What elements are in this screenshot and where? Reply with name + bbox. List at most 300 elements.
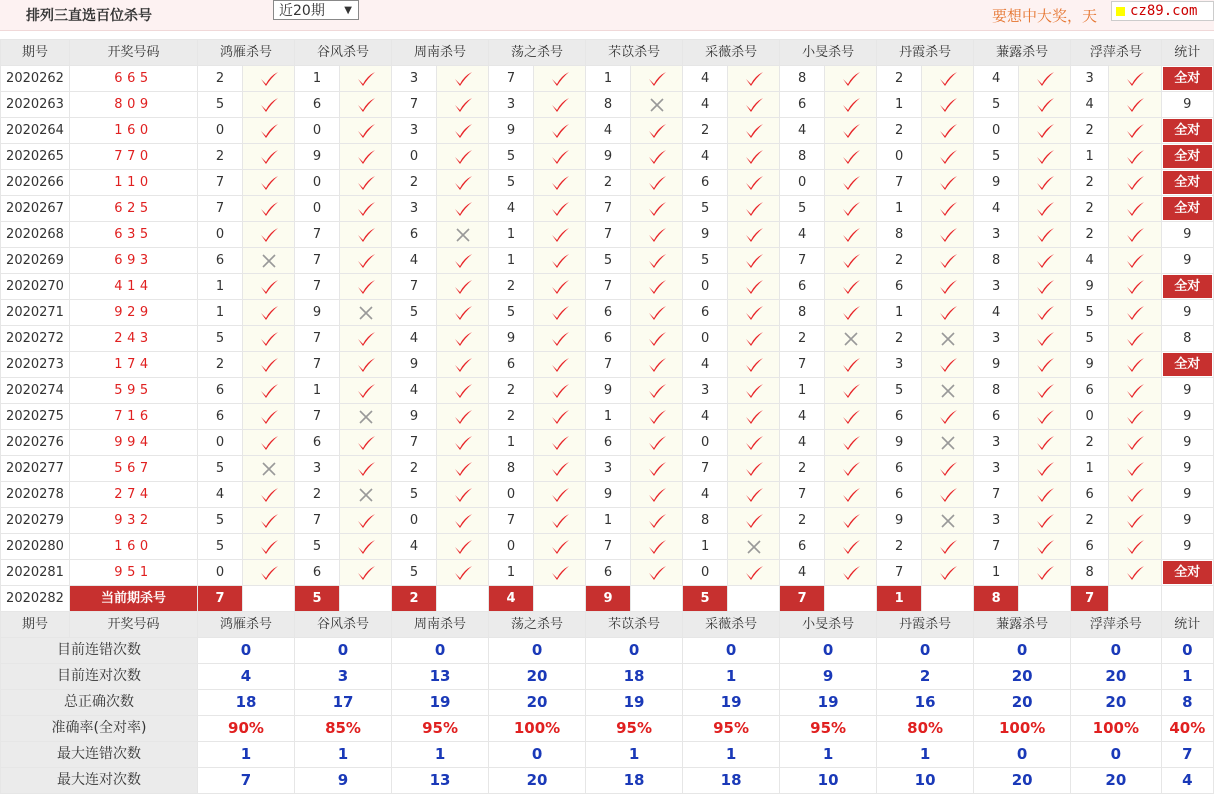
kill-number-cell: 4 (683, 352, 728, 378)
summary-label: 最大连对次数 (1, 768, 198, 794)
issue-cell: 2020272 (1, 326, 70, 352)
kill-number-cell: 5 (198, 508, 243, 534)
kill-number-cell: 5 (198, 92, 243, 118)
kill-number-cell: 6 (780, 534, 825, 560)
kill-number-cell: 9 (295, 300, 340, 326)
kill-number-cell: 2 (877, 326, 922, 352)
check-icon (534, 300, 586, 326)
check-icon (340, 66, 392, 92)
issue-cell: 2020282 (1, 586, 70, 612)
current-kill-number: 4 (489, 586, 534, 612)
kill-number-cell: 4 (780, 430, 825, 456)
check-icon (728, 456, 780, 482)
cross-icon (922, 326, 974, 352)
issue-cell: 2020276 (1, 430, 70, 456)
current-kill-number: 5 (295, 586, 340, 612)
check-icon (825, 144, 877, 170)
kill-number-cell: 5 (683, 196, 728, 222)
summary-label: 最大连错次数 (1, 742, 198, 768)
check-icon (534, 196, 586, 222)
kill-number-cell: 7 (780, 482, 825, 508)
kill-number-cell: 3 (1071, 66, 1109, 92)
check-icon (1019, 274, 1071, 300)
kill-number-cell: 5 (489, 170, 534, 196)
kill-number-cell: 3 (974, 274, 1019, 300)
site-logo[interactable] (1111, 1, 1214, 21)
kill-number-cell: 6 (586, 326, 631, 352)
kill-number-cell: 1 (198, 274, 243, 300)
stat-cell: 9 (1161, 456, 1213, 482)
table-row (1, 456, 1214, 482)
draw-number-cell: 932 (70, 508, 198, 534)
all-correct-badge (1161, 560, 1213, 586)
check-icon (728, 196, 780, 222)
check-icon (922, 534, 974, 560)
check-icon (243, 534, 295, 560)
empty-cell (631, 586, 683, 612)
draw-number-cell: 160 (70, 534, 198, 560)
cross-icon (922, 430, 974, 456)
issue-cell: 2020269 (1, 248, 70, 274)
kill-number-cell: 6 (877, 482, 922, 508)
summary-total: 7 (1161, 742, 1213, 768)
kill-number-cell: 8 (683, 508, 728, 534)
check-icon (1109, 170, 1161, 196)
stat-cell: 9 (1161, 482, 1213, 508)
kill-number-cell: 1 (295, 66, 340, 92)
summary-value: 17 (295, 690, 392, 716)
table-row (1, 274, 1214, 300)
summary-row (1, 690, 1214, 716)
check-icon (534, 274, 586, 300)
kill-number-cell: 7 (586, 534, 631, 560)
check-icon (243, 196, 295, 222)
kill-number-cell: 6 (198, 378, 243, 404)
empty-cell (825, 586, 877, 612)
check-icon (340, 352, 392, 378)
draw-number-cell: 809 (70, 92, 198, 118)
summary-value: 1 (683, 664, 780, 690)
check-icon (1019, 326, 1071, 352)
table-row (1, 66, 1214, 92)
kill-number-cell: 8 (1071, 560, 1109, 586)
check-icon (1019, 534, 1071, 560)
check-icon (922, 170, 974, 196)
check-icon (825, 404, 877, 430)
check-icon (1109, 196, 1161, 222)
summary-value: 20 (489, 690, 586, 716)
check-icon (631, 326, 683, 352)
kill-number-cell: 7 (683, 456, 728, 482)
check-icon (825, 430, 877, 456)
check-icon (534, 482, 586, 508)
kill-number-cell: 5 (392, 300, 437, 326)
kill-number-cell: 3 (392, 66, 437, 92)
check-icon (534, 118, 586, 144)
check-icon (631, 170, 683, 196)
check-icon (340, 196, 392, 222)
check-icon (1019, 508, 1071, 534)
issue-cell: 2020275 (1, 404, 70, 430)
check-icon (243, 170, 295, 196)
check-icon (243, 300, 295, 326)
check-icon (728, 482, 780, 508)
issue-cell: 2020279 (1, 508, 70, 534)
check-icon (825, 92, 877, 118)
all-correct-label: 全对 (1163, 119, 1212, 142)
header-row (1, 612, 1214, 638)
empty-cell (437, 586, 489, 612)
summary-value: 0 (489, 742, 586, 768)
summary-value: 0 (1071, 638, 1161, 664)
table-row (1, 300, 1214, 326)
summary-label: 总正确次数 (1, 690, 198, 716)
check-icon (1019, 456, 1071, 482)
check-icon (728, 404, 780, 430)
check-icon (631, 66, 683, 92)
check-icon (1109, 274, 1161, 300)
check-icon (922, 66, 974, 92)
kill-number-cell: 0 (198, 118, 243, 144)
period-select[interactable] (273, 0, 359, 20)
kill-number-cell: 1 (877, 92, 922, 118)
check-icon (728, 560, 780, 586)
check-icon (1019, 222, 1071, 248)
col-header-expert: 采薇杀号 (683, 40, 780, 66)
kill-number-cell: 7 (586, 274, 631, 300)
check-icon (437, 456, 489, 482)
summary-value: 0 (489, 638, 586, 664)
stat-cell: 9 (1161, 404, 1213, 430)
check-icon (1019, 430, 1071, 456)
kill-number-cell: 4 (974, 66, 1019, 92)
top-bar (0, 0, 1214, 31)
check-icon (922, 560, 974, 586)
col-header-expert: 丹霞杀号 (877, 612, 974, 638)
cross-icon (922, 378, 974, 404)
check-icon (534, 456, 586, 482)
kill-number-cell: 0 (683, 326, 728, 352)
current-kill-number: 1 (877, 586, 922, 612)
table-row (1, 248, 1214, 274)
check-icon (728, 92, 780, 118)
kill-number-cell: 6 (974, 404, 1019, 430)
check-icon (437, 248, 489, 274)
check-icon (340, 170, 392, 196)
summary-value: 95% (586, 716, 683, 742)
kill-number-cell: 1 (877, 300, 922, 326)
check-icon (825, 300, 877, 326)
kill-number-cell: 7 (392, 430, 437, 456)
kill-number-cell: 8 (489, 456, 534, 482)
kill-number-cell: 2 (1071, 508, 1109, 534)
col-header-draw: 开奖号码 (70, 612, 198, 638)
check-icon (534, 508, 586, 534)
kill-number-cell: 5 (974, 144, 1019, 170)
logo-text: cz89.com (1130, 3, 1198, 19)
summary-value: 0 (683, 638, 780, 664)
check-icon (631, 144, 683, 170)
kill-number-cell: 6 (877, 274, 922, 300)
kill-number-cell: 0 (198, 430, 243, 456)
all-correct-label: 全对 (1163, 561, 1212, 584)
check-icon (631, 196, 683, 222)
issue-cell: 2020273 (1, 352, 70, 378)
check-icon (243, 222, 295, 248)
kill-number-cell: 7 (295, 508, 340, 534)
check-icon (534, 248, 586, 274)
empty-cell (1019, 586, 1071, 612)
empty-cell (243, 586, 295, 612)
all-correct-label: 全对 (1163, 67, 1212, 90)
kill-number-cell: 7 (877, 170, 922, 196)
kill-number-cell: 7 (877, 560, 922, 586)
stat-cell: 9 (1161, 534, 1213, 560)
check-icon (728, 222, 780, 248)
kill-number-cell: 4 (683, 144, 728, 170)
check-icon (728, 144, 780, 170)
check-icon (728, 326, 780, 352)
kill-number-cell: 0 (683, 274, 728, 300)
check-icon (243, 404, 295, 430)
col-header-expert: 鸿雁杀号 (198, 40, 295, 66)
check-icon (1019, 248, 1071, 274)
check-icon (728, 248, 780, 274)
kill-number-cell: 2 (877, 118, 922, 144)
empty-cell (1161, 586, 1213, 612)
kill-number-cell: 6 (295, 92, 340, 118)
check-icon (1019, 404, 1071, 430)
kill-number-cell: 3 (974, 456, 1019, 482)
table-row (1, 560, 1214, 586)
summary-value: 95% (683, 716, 780, 742)
summary-value: 1 (780, 742, 877, 768)
stat-cell: 9 (1161, 222, 1213, 248)
kill-number-cell: 1 (1071, 144, 1109, 170)
col-header-stats: 统计 (1161, 40, 1213, 66)
check-icon (243, 352, 295, 378)
issue-cell: 2020264 (1, 118, 70, 144)
check-icon (437, 196, 489, 222)
col-header-expert: 芣苡杀号 (586, 40, 683, 66)
check-icon (825, 378, 877, 404)
check-icon (534, 352, 586, 378)
kill-number-cell: 6 (1071, 534, 1109, 560)
kill-number-cell: 3 (392, 196, 437, 222)
kill-number-cell: 2 (780, 326, 825, 352)
all-correct-badge (1161, 118, 1213, 144)
kill-number-cell: 2 (392, 456, 437, 482)
check-icon (1019, 66, 1071, 92)
summary-value: 20 (489, 664, 586, 690)
empty-cell (340, 586, 392, 612)
issue-cell: 2020277 (1, 456, 70, 482)
kill-number-cell: 6 (586, 560, 631, 586)
summary-total: 40% (1161, 716, 1213, 742)
col-header-expert: 谷风杀号 (295, 612, 392, 638)
check-icon (1109, 66, 1161, 92)
draw-number-cell: 160 (70, 118, 198, 144)
draw-number-cell: 595 (70, 378, 198, 404)
all-correct-badge (1161, 144, 1213, 170)
col-header-expert: 荡之杀号 (489, 40, 586, 66)
check-icon (437, 118, 489, 144)
summary-row (1, 716, 1214, 742)
current-kill-number: 9 (586, 586, 631, 612)
summary-value: 1 (683, 742, 780, 768)
summary-row (1, 742, 1214, 768)
summary-value: 4 (198, 664, 295, 690)
summary-value: 18 (198, 690, 295, 716)
check-icon (825, 248, 877, 274)
check-icon (1109, 404, 1161, 430)
kill-number-cell: 1 (586, 66, 631, 92)
check-icon (728, 352, 780, 378)
check-icon (728, 118, 780, 144)
kill-number-cell: 7 (392, 274, 437, 300)
table-row (1, 170, 1214, 196)
check-icon (243, 430, 295, 456)
check-icon (728, 378, 780, 404)
current-kill-number: 7 (198, 586, 243, 612)
check-icon (437, 482, 489, 508)
kill-number-cell: 1 (489, 560, 534, 586)
draw-number-cell: 414 (70, 274, 198, 300)
empty-cell (534, 586, 586, 612)
current-issue-row (1, 586, 1214, 612)
issue-cell: 2020266 (1, 170, 70, 196)
check-icon (825, 222, 877, 248)
kill-number-cell: 2 (1071, 222, 1109, 248)
check-icon (340, 118, 392, 144)
check-icon (1019, 144, 1071, 170)
col-header-expert: 周南杀号 (392, 40, 489, 66)
kill-number-cell: 1 (586, 404, 631, 430)
promo-text[interactable]: 要想中大奖，天 (992, 7, 1098, 25)
check-icon (1109, 560, 1161, 586)
table-row (1, 534, 1214, 560)
kill-number-cell: 7 (295, 248, 340, 274)
table-row (1, 482, 1214, 508)
check-icon (728, 300, 780, 326)
check-icon (728, 508, 780, 534)
check-icon (534, 144, 586, 170)
kill-number-cell: 2 (198, 352, 243, 378)
check-icon (1109, 378, 1161, 404)
check-icon (631, 248, 683, 274)
col-header-expert: 谷风杀号 (295, 40, 392, 66)
col-header-issue: 期号 (1, 40, 70, 66)
kill-number-cell: 9 (974, 352, 1019, 378)
summary-value: 9 (780, 664, 877, 690)
check-icon (340, 144, 392, 170)
issue-cell: 2020268 (1, 222, 70, 248)
check-icon (631, 118, 683, 144)
all-correct-label: 全对 (1163, 275, 1212, 298)
summary-value: 18 (586, 768, 683, 794)
kill-number-cell: 5 (877, 378, 922, 404)
check-icon (922, 274, 974, 300)
summary-value: 100% (974, 716, 1071, 742)
check-icon (1019, 378, 1071, 404)
draw-number-cell: 567 (70, 456, 198, 482)
summary-total: 4 (1161, 768, 1213, 794)
period-select-value: 近20期 (279, 3, 325, 19)
kill-number-cell: 3 (974, 508, 1019, 534)
summary-value: 10 (780, 768, 877, 794)
check-icon (631, 274, 683, 300)
kill-number-cell: 0 (683, 560, 728, 586)
check-icon (631, 222, 683, 248)
kill-number-cell: 5 (683, 248, 728, 274)
empty-cell (1109, 586, 1161, 612)
kill-number-cell: 3 (974, 430, 1019, 456)
col-header-expert: 荡之杀号 (489, 612, 586, 638)
kill-number-cell: 7 (295, 222, 340, 248)
kill-number-cell: 0 (392, 144, 437, 170)
check-icon (631, 378, 683, 404)
col-header-expert: 小旻杀号 (780, 40, 877, 66)
summary-value: 20 (974, 664, 1071, 690)
kill-number-cell: 5 (392, 560, 437, 586)
summary-value: 90% (198, 716, 295, 742)
check-icon (340, 274, 392, 300)
summary-value: 0 (586, 638, 683, 664)
all-correct-badge (1161, 170, 1213, 196)
check-icon (243, 274, 295, 300)
check-icon (534, 170, 586, 196)
check-icon (1109, 326, 1161, 352)
kill-number-cell: 0 (198, 560, 243, 586)
kill-number-cell: 2 (780, 456, 825, 482)
stat-cell: 9 (1161, 92, 1213, 118)
summary-value: 0 (1071, 742, 1161, 768)
stat-cell: 9 (1161, 430, 1213, 456)
kill-number-cell: 6 (586, 430, 631, 456)
check-icon (534, 326, 586, 352)
check-icon (437, 144, 489, 170)
cross-icon (243, 248, 295, 274)
summary-label: 准确率(全对率) (1, 716, 198, 742)
kill-number-cell: 9 (586, 482, 631, 508)
kill-number-cell: 6 (877, 404, 922, 430)
kill-number-cell: 5 (974, 92, 1019, 118)
kill-number-cell: 2 (392, 170, 437, 196)
table-row (1, 378, 1214, 404)
kill-number-cell: 2 (1071, 170, 1109, 196)
kill-number-cell: 4 (392, 534, 437, 560)
kill-number-cell: 3 (586, 456, 631, 482)
kill-number-cell: 2 (1071, 118, 1109, 144)
summary-row (1, 664, 1214, 690)
kill-number-cell: 8 (877, 222, 922, 248)
kill-number-cell: 8 (974, 248, 1019, 274)
check-icon (243, 92, 295, 118)
check-icon (340, 326, 392, 352)
header-row (1, 40, 1214, 66)
check-icon (1019, 92, 1071, 118)
stat-cell: 9 (1161, 248, 1213, 274)
check-icon (922, 248, 974, 274)
col-header-expert: 浮萍杀号 (1071, 612, 1161, 638)
draw-number-cell: 716 (70, 404, 198, 430)
check-icon (340, 508, 392, 534)
current-kill-number: 8 (974, 586, 1019, 612)
logo-square-icon (1116, 7, 1125, 16)
summary-value: 0 (392, 638, 489, 664)
check-icon (243, 326, 295, 352)
all-correct-badge (1161, 352, 1213, 378)
